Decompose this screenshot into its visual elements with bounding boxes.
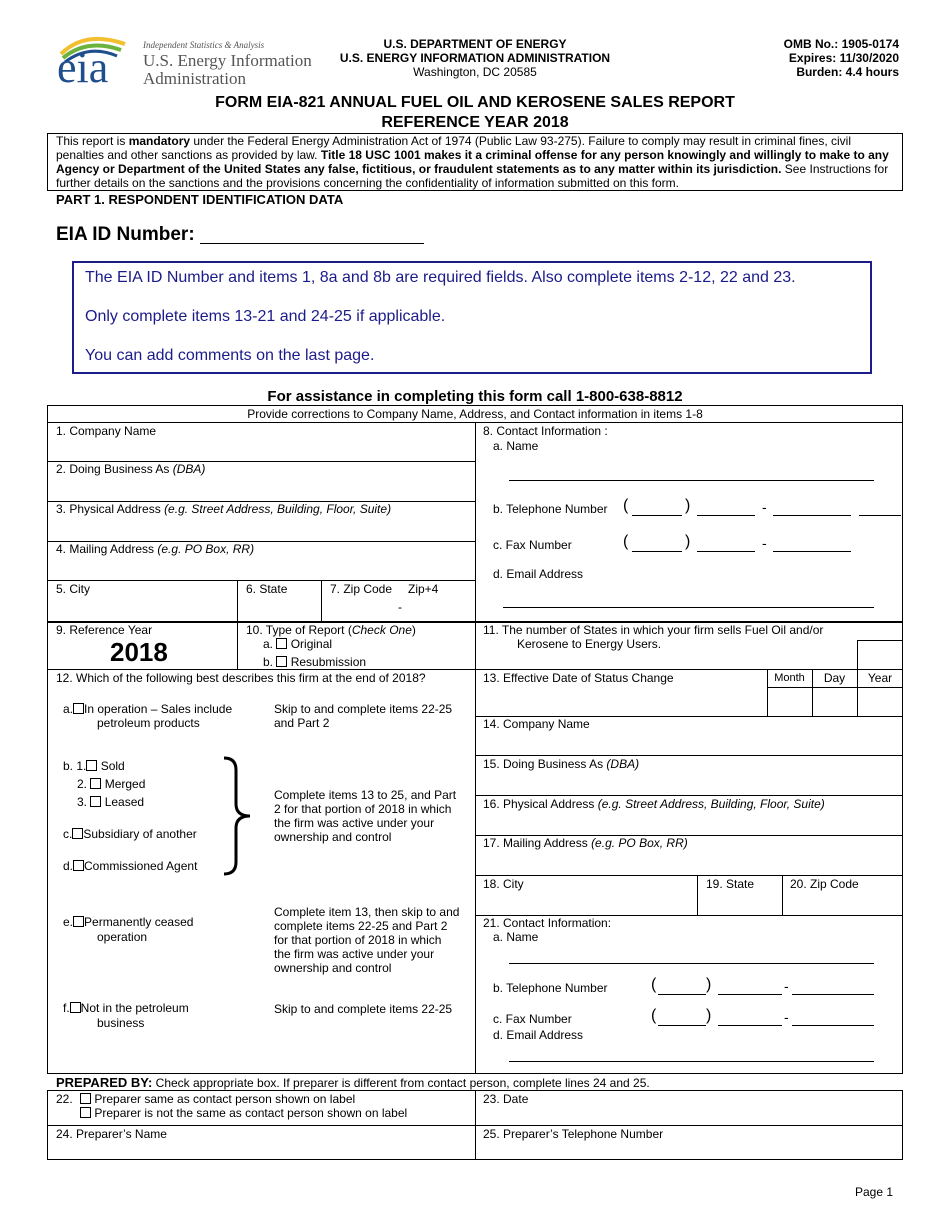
item12-question: 12. Which of the following best describes this firm at the end of 2018? <box>56 671 426 685</box>
eia-tagline: Independent Statistics & Analysis <box>143 40 265 50</box>
item21c-area-code-line[interactable] <box>658 1025 706 1026</box>
item7-dash: - <box>398 600 402 614</box>
item11-label-line1: 11. The number of States in which your firm sells Fuel Oil and/or <box>483 623 824 637</box>
item21c-number-line[interactable] <box>792 1025 874 1026</box>
required-fields-line3: You can add comments on the last page. <box>85 347 375 364</box>
item12a-option[interactable]: a. In operation – Sales include <box>63 702 233 716</box>
item12bd-instr3: the firm was active under your <box>274 816 435 830</box>
corrections-note: Provide corrections to Company Name, Address, and Contact information in items 1-8 <box>247 407 703 421</box>
item8b-number-line[interactable] <box>773 515 851 516</box>
item2-label: 2. Doing Business As (DBA) <box>56 462 206 476</box>
item1-label: 1. Company Name <box>56 424 157 438</box>
item12f-option[interactable]: f. Not in the petroleum <box>63 1001 189 1015</box>
mandatory-notice: This report is mandatory under the Federal Energy Administration Act of 1974 (Public Law 93-275). Failure to comply may result in criminal fines, civil penalties and other sanctions as provided by law. Title 18 USC 1001 makes it a criminal offense for any person knowingly and willingly to make to any Agency or Department of the United States any false, fictitious, or fraudulent statements as to any matter within its jurisdiction. See Instructions for further details on the sanctions and the provisions concerning the confidentiality of information submitted on this form. <box>47 133 903 191</box>
item14-label: 14. Company Name <box>483 717 590 731</box>
item7-zip4-label: Zip+4 <box>408 582 439 596</box>
item8c-prefix-line[interactable] <box>697 551 755 552</box>
item12b2-checkbox[interactable] <box>90 778 101 789</box>
item21c-dash: - <box>784 1009 789 1025</box>
item13-label: 13. Effective Date of Status Change <box>483 671 674 685</box>
item8c-area-code-line[interactable] <box>632 551 682 552</box>
item12e-instr3: for that portion of 2018 in which <box>274 933 442 947</box>
item8d-email-line[interactable] <box>503 607 874 608</box>
item22-option-same[interactable]: Preparer same as contact person shown on label <box>80 1092 355 1106</box>
eia-name-line2: Administration <box>143 69 246 88</box>
item8b-ext-line[interactable] <box>859 515 901 516</box>
item21-label: 21. Contact Information: <box>483 916 612 930</box>
item12d-option[interactable]: d. Commissioned Agent <box>63 859 198 873</box>
item12a-checkbox[interactable] <box>73 703 84 714</box>
item8b-label: b. Telephone Number <box>493 502 608 516</box>
dept-line2: U.S. ENERGY INFORMATION ADMINISTRATION <box>339 51 611 65</box>
item23-label: 23. Date <box>483 1092 529 1106</box>
item8b-paren-close: ) <box>685 497 691 514</box>
item8a-label: a. Name <box>493 439 539 453</box>
item12e-instr4: the firm was active under your <box>274 947 435 961</box>
dept-line3: Washington, DC 20585 <box>413 65 537 79</box>
item13-month-label: Month <box>774 672 805 684</box>
item13-year-label: Year <box>867 671 893 685</box>
item12c-option[interactable]: c. Subsidiary of another <box>63 827 197 841</box>
item21a-name-line[interactable] <box>509 963 874 964</box>
item12e-label2: operation <box>97 930 148 944</box>
dept-line1: U.S. DEPARTMENT OF ENERGY <box>383 37 567 51</box>
prepared-by-heading: PREPARED BY: Check appropriate box. If preparer is different from contact person, complete lines 24 and 25. <box>56 1075 650 1090</box>
item10-option-original[interactable]: a. Original <box>263 637 333 651</box>
item25-label: 25. Preparer’s Telephone Number <box>483 1127 664 1141</box>
item21b-prefix-line[interactable] <box>718 994 782 995</box>
item8a-name-line[interactable] <box>509 480 874 481</box>
item12e-checkbox[interactable] <box>73 916 84 927</box>
item21b-paren-open: ( <box>651 976 657 993</box>
item12e-instr2: complete items 22-25 and Part 2 <box>274 919 448 933</box>
required-fields-line2: Only complete items 13-21 and 24-25 if applicable. <box>85 308 446 325</box>
item12b3-option[interactable]: 3. Leased <box>77 795 145 809</box>
item12b3-checkbox[interactable] <box>90 796 101 807</box>
item12f-instr: Skip to and complete items 22-25 <box>274 1002 453 1016</box>
item20-label: 20. Zip Code <box>790 877 859 891</box>
item12f-label2: business <box>97 1016 145 1030</box>
item12a-instr1: Skip to and complete items 22-25 <box>274 702 453 716</box>
item21b-label: b. Telephone Number <box>493 981 608 995</box>
item8c-number-line[interactable] <box>773 551 851 552</box>
item8-label: 8. Contact Information : <box>483 424 608 438</box>
preparer-same-checkbox[interactable] <box>80 1093 91 1104</box>
item11-states-input[interactable] <box>857 640 903 669</box>
omb-burden: Burden: 4.4 hours <box>796 65 899 79</box>
item6-label: 6. State <box>246 582 288 596</box>
item8c-dash: - <box>762 535 767 551</box>
original-checkbox[interactable] <box>276 638 287 649</box>
eia-name-line1: U.S. Energy Information <box>143 51 312 70</box>
item21d-email-line[interactable] <box>509 1061 874 1062</box>
item10-option-resubmission[interactable]: b. Resubmission <box>263 655 367 669</box>
preparer-not-same-checkbox[interactable] <box>80 1107 91 1118</box>
item8b-area-code-line[interactable] <box>632 515 682 516</box>
item13-day-input[interactable] <box>813 688 857 716</box>
item7-label: 7. Zip Code <box>330 582 393 596</box>
item8c-paren-close: ) <box>685 533 691 550</box>
item8b-dash: - <box>762 499 767 515</box>
item12a-label2: petroleum products <box>97 716 200 730</box>
item12e-instr5: ownership and control <box>274 961 392 975</box>
assistance-phone: For assistance in completing this form call 1-800-638-8812 <box>267 388 683 405</box>
item12e-option[interactable]: e. Permanently ceased <box>63 915 194 929</box>
item21b-paren-close: ) <box>706 976 712 993</box>
item8c-label: c. Fax Number <box>493 538 572 552</box>
item21b-number-line[interactable] <box>792 994 874 995</box>
item9-label: 9. Reference Year <box>56 623 153 637</box>
eia-logo-mark: eia <box>57 43 109 92</box>
item24-label: 24. Preparer’s Name <box>56 1127 167 1141</box>
item21c-label: c. Fax Number <box>493 1012 572 1026</box>
item21b-dash: - <box>784 978 789 994</box>
eia-id-input-line[interactable] <box>200 243 424 244</box>
item12b1-option[interactable]: b. 1. Sold <box>63 759 125 773</box>
item12a-instr2: and Part 2 <box>274 716 330 730</box>
reference-year-value: 2018 <box>110 637 168 667</box>
item12f-checkbox[interactable] <box>70 1002 81 1013</box>
item19-label: 19. State <box>706 877 755 891</box>
item12d-checkbox[interactable] <box>73 860 84 871</box>
part1-heading: PART 1. RESPONDENT IDENTIFICATION DATA <box>56 192 344 207</box>
item11-label-line2: Kerosene to Energy Users. <box>517 637 662 651</box>
item21c-paren-open: ( <box>651 1007 657 1024</box>
eia-logo <box>55 32 315 90</box>
item16-label: 16. Physical Address (e.g. Street Address, Building, Floor, Suite) <box>483 797 825 811</box>
page-number: Page 1 <box>855 1185 894 1199</box>
item17-label: 17. Mailing Address (e.g. PO Box, RR) <box>483 836 688 850</box>
form-title: FORM EIA-821 ANNUAL FUEL OIL AND KEROSENE SALES REPORT <box>215 94 735 111</box>
item12e-instr1: Complete item 13, then skip to and <box>274 905 460 919</box>
resubmission-checkbox[interactable] <box>276 656 287 667</box>
form-subtitle: REFERENCE YEAR 2018 <box>381 114 569 131</box>
item13-year-input[interactable] <box>858 688 902 716</box>
omb-expires: Expires: 11/30/2020 <box>788 51 899 65</box>
item15-label: 15. Doing Business As (DBA) <box>483 757 640 771</box>
item12c-checkbox[interactable] <box>72 828 83 839</box>
item12b1-checkbox[interactable] <box>86 760 97 771</box>
item22-option-not-same[interactable]: Preparer is not the same as contact person shown on label <box>80 1106 407 1120</box>
item12bd-instr2: 2 for that portion of 2018 in which <box>274 802 452 816</box>
item10-label: 10. Type of Report (Check One) <box>246 623 416 637</box>
item8d-label: d. Email Address <box>493 567 584 581</box>
item21d-label: d. Email Address <box>493 1028 584 1042</box>
item8c-paren-open: ( <box>623 533 629 550</box>
item12b2-option[interactable]: 2. Merged <box>77 777 146 791</box>
brace-icon <box>220 756 256 876</box>
item12bd-instr4: ownership and control <box>274 830 392 844</box>
item21c-prefix-line[interactable] <box>718 1025 782 1026</box>
required-fields-line1: The EIA ID Number and items 1, 8a and 8b are required fields. Also complete items 2-12, 22 and 23. <box>85 269 796 286</box>
item18-label: 18. City <box>483 877 524 891</box>
item5-label: 5. City <box>56 582 91 596</box>
item8b-prefix-line[interactable] <box>697 515 755 516</box>
item13-day-label: Day <box>823 671 846 685</box>
item21a-label: a. Name <box>493 930 539 944</box>
item4-label: 4. Mailing Address (e.g. PO Box, RR) <box>56 542 255 556</box>
item21b-area-code-line[interactable] <box>658 994 706 995</box>
omb-number: OMB No.: 1905-0174 <box>783 37 899 51</box>
item8b-paren-open: ( <box>623 497 629 514</box>
item3-label: 3. Physical Address (e.g. Street Address, Building, Floor, Suite) <box>56 502 392 516</box>
eia-id-label: EIA ID Number: <box>56 224 195 245</box>
item22-label: 22. <box>56 1092 73 1106</box>
item12bd-instr1: Complete items 13 to 25, and Part <box>274 788 457 802</box>
item13-month-input[interactable] <box>768 688 812 716</box>
item21c-paren-close: ) <box>706 1007 712 1024</box>
